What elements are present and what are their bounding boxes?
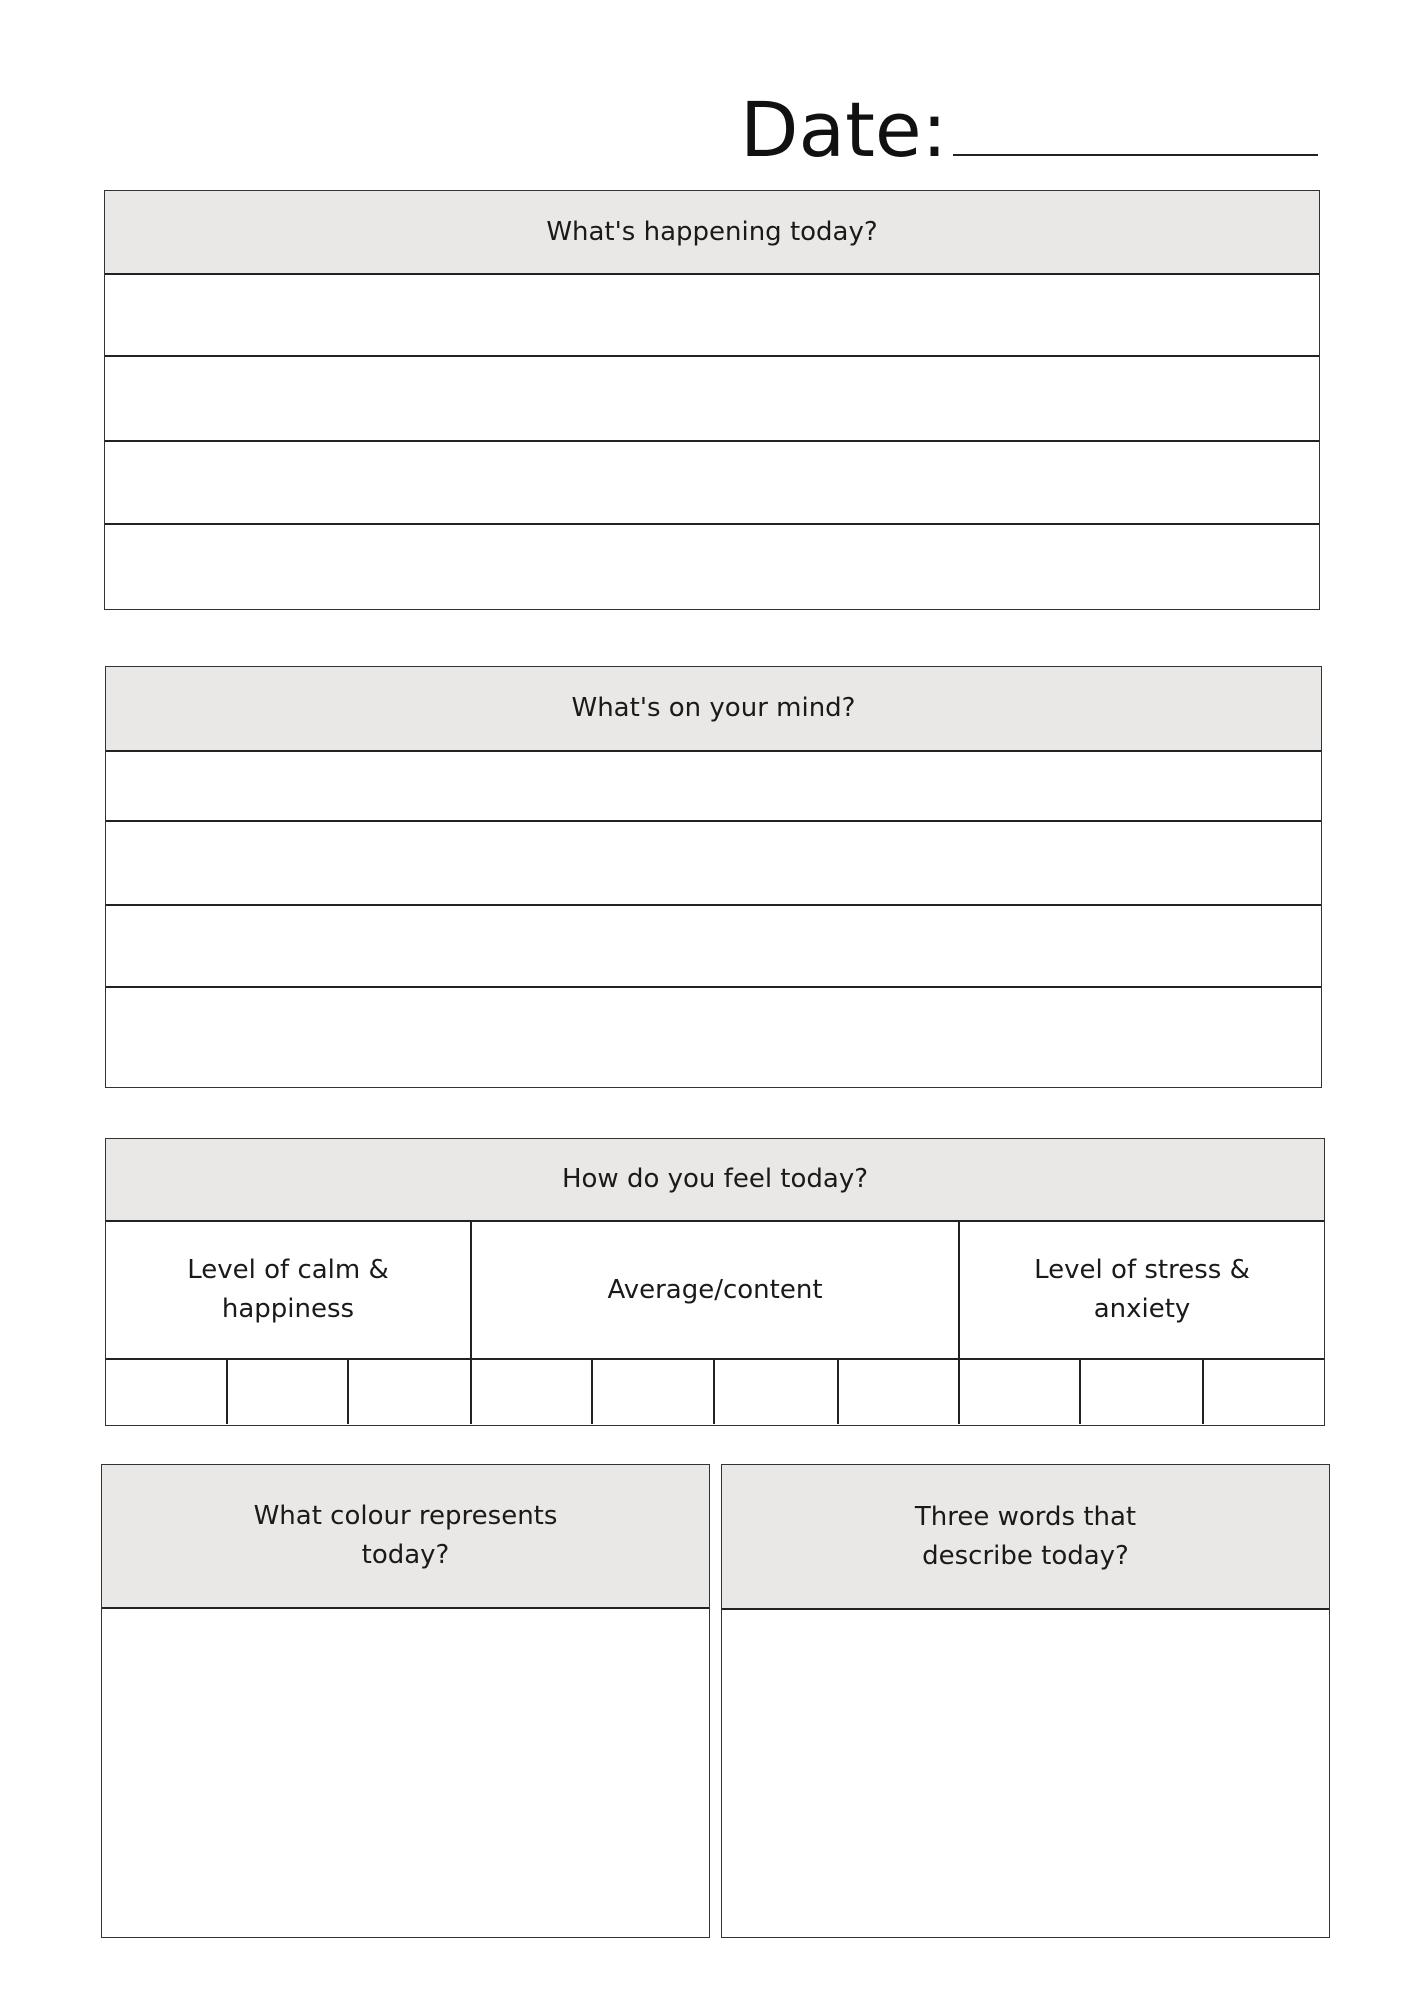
happening-title: What's happening today? xyxy=(546,216,878,247)
date-input-line[interactable] xyxy=(953,154,1318,156)
scale-box-3[interactable] xyxy=(349,1360,472,1424)
calm-label-cell xyxy=(106,1222,472,1358)
writing-line[interactable] xyxy=(105,275,1319,357)
colour-answer-area[interactable] xyxy=(102,1609,709,1937)
mind-header xyxy=(106,667,1321,752)
scale-box-1[interactable] xyxy=(106,1360,228,1424)
colour-title: What colour represents today? xyxy=(253,1501,558,1570)
words-title: Three words that describe today? xyxy=(914,1501,1137,1571)
scale-box-9[interactable] xyxy=(1081,1360,1204,1424)
scale-box-7[interactable] xyxy=(839,1360,960,1424)
mind-lines xyxy=(106,752,1321,1086)
writing-line[interactable] xyxy=(106,906,1321,988)
colour-section xyxy=(101,1464,710,1938)
writing-line[interactable] xyxy=(106,988,1321,1086)
average-content-label: Average/content xyxy=(607,1274,823,1305)
date-label: Date: xyxy=(740,85,948,174)
scale-box-2[interactable] xyxy=(228,1360,349,1424)
words-answer-area[interactable] xyxy=(722,1610,1329,1937)
feel-scale xyxy=(106,1360,1324,1424)
happening-section xyxy=(104,190,1320,610)
feel-labels xyxy=(106,1222,1324,1360)
writing-line[interactable] xyxy=(105,525,1319,608)
happening-header xyxy=(105,191,1319,275)
scale-box-8[interactable] xyxy=(960,1360,1081,1424)
happening-lines xyxy=(105,275,1319,608)
words-header xyxy=(722,1465,1329,1610)
writing-line[interactable] xyxy=(106,822,1321,906)
content-label-cell xyxy=(472,1222,960,1358)
words-section xyxy=(721,1464,1330,1938)
scale-box-4[interactable] xyxy=(472,1360,593,1424)
scale-box-10[interactable] xyxy=(1204,1360,1324,1424)
feel-section xyxy=(105,1138,1325,1426)
scale-box-6[interactable] xyxy=(715,1360,839,1424)
stress-anxiety-label: Level of stress & anxiety xyxy=(1034,1255,1250,1324)
scale-box-5[interactable] xyxy=(593,1360,715,1424)
mind-section xyxy=(105,666,1322,1088)
writing-line[interactable] xyxy=(106,752,1321,822)
writing-line[interactable] xyxy=(105,357,1319,442)
stress-label-cell xyxy=(960,1222,1324,1358)
mind-title: What's on your mind? xyxy=(571,693,856,723)
writing-line[interactable] xyxy=(105,442,1319,525)
feel-header xyxy=(106,1139,1324,1222)
colour-header xyxy=(102,1465,709,1609)
calm-happiness-label: Level of calm & happiness xyxy=(187,1255,389,1324)
feel-title: How do you feel today? xyxy=(561,1164,869,1194)
date-field xyxy=(740,78,1318,174)
